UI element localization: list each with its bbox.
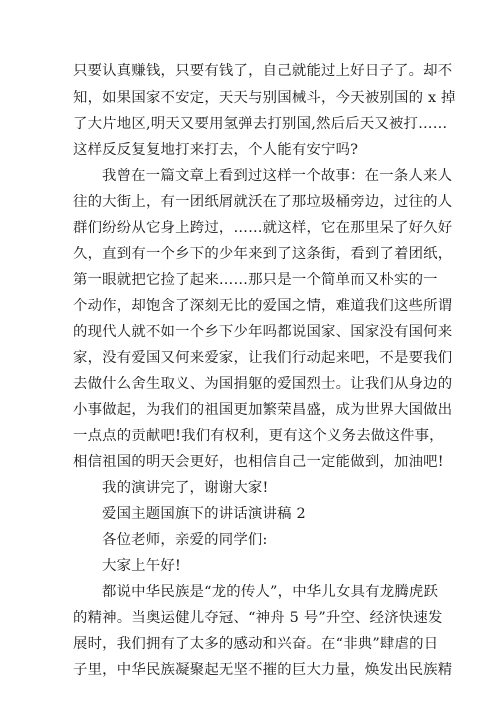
- text-line: 个动作，却饱含了深刻无比的爱国之情，难道我们这些所谓: [73, 298, 453, 314]
- text-line: 的现代人就不如一个乡下少年吗都说国家、国家没有国何来: [73, 324, 453, 340]
- text-line: 久，直到有一个乡下的少年来到了这条街，看到了着团纸，: [73, 246, 453, 262]
- salutation: 各位老师，亲爱的同学们:: [102, 532, 268, 548]
- paragraph-first-line: 我曾在一篇文章上看到过这样一个故事：在一条人来人: [102, 168, 453, 184]
- closing-line: 我的演讲完了，谢谢大家!: [102, 480, 269, 496]
- text-line: 第一眼就把它捡了起来……那只是一个简单而又朴实的一: [73, 272, 438, 288]
- section-title: 爱国主题国旗下的讲话演讲稿 2: [102, 506, 306, 522]
- text-line: 展时，我们拥有了太多的感动和兴奋。在“非典”肆虐的日: [73, 636, 439, 652]
- text-line: 相信祖国的明天会更好，也相信自己一定能做到，加油吧!: [73, 454, 444, 470]
- text-line: 知，如果国家不安定，天天与别国械斗，今天被别国的 x 掉: [73, 90, 456, 106]
- text-line: 一点点的贡献吧!我们有权利，更有这个义务去做这件事，: [73, 428, 444, 444]
- paragraph-first-line: 都说中华民族是“龙的传人”，中华儿女具有龙腾虎跃: [102, 584, 439, 600]
- text-line: 的精神。当奥运健儿夺冠、“神舟 5 号”升空、经济快速发: [73, 610, 443, 626]
- text-line: 只要认真赚钱，只要有钱了，自己就能过上好日子了。却不: [73, 63, 453, 79]
- text-line: 群们纷纷从它身上跨过，……就这样，它在那里呆了好久好: [73, 220, 453, 236]
- text-line: 了大片地区,明天又要用氢弹去打别国,然后后天又被打……: [73, 116, 448, 132]
- text-line: 子里，中华民族凝聚起无坚不摧的巨大力量，焕发出民族精: [73, 662, 453, 678]
- greeting: 大家上午好!: [102, 558, 181, 574]
- text-line: 这样反反复复地打来打去，个人能有安宁吗?: [73, 142, 359, 158]
- text-line: 往的大街上，有一团纸屑就沃在了那垃圾桶旁边，过往的人: [73, 194, 453, 210]
- text-line: 家，没有爱国又何来爱家，让我们行动起来吧，不是要我们: [73, 350, 453, 366]
- text-line: 去做什么舍生取义、为国捐躯的爱国烈士。让我们从身边的: [73, 376, 453, 392]
- text-line: 小事做起，为我们的祖国更加繁荣昌盛，成为世界大国做出: [73, 402, 453, 418]
